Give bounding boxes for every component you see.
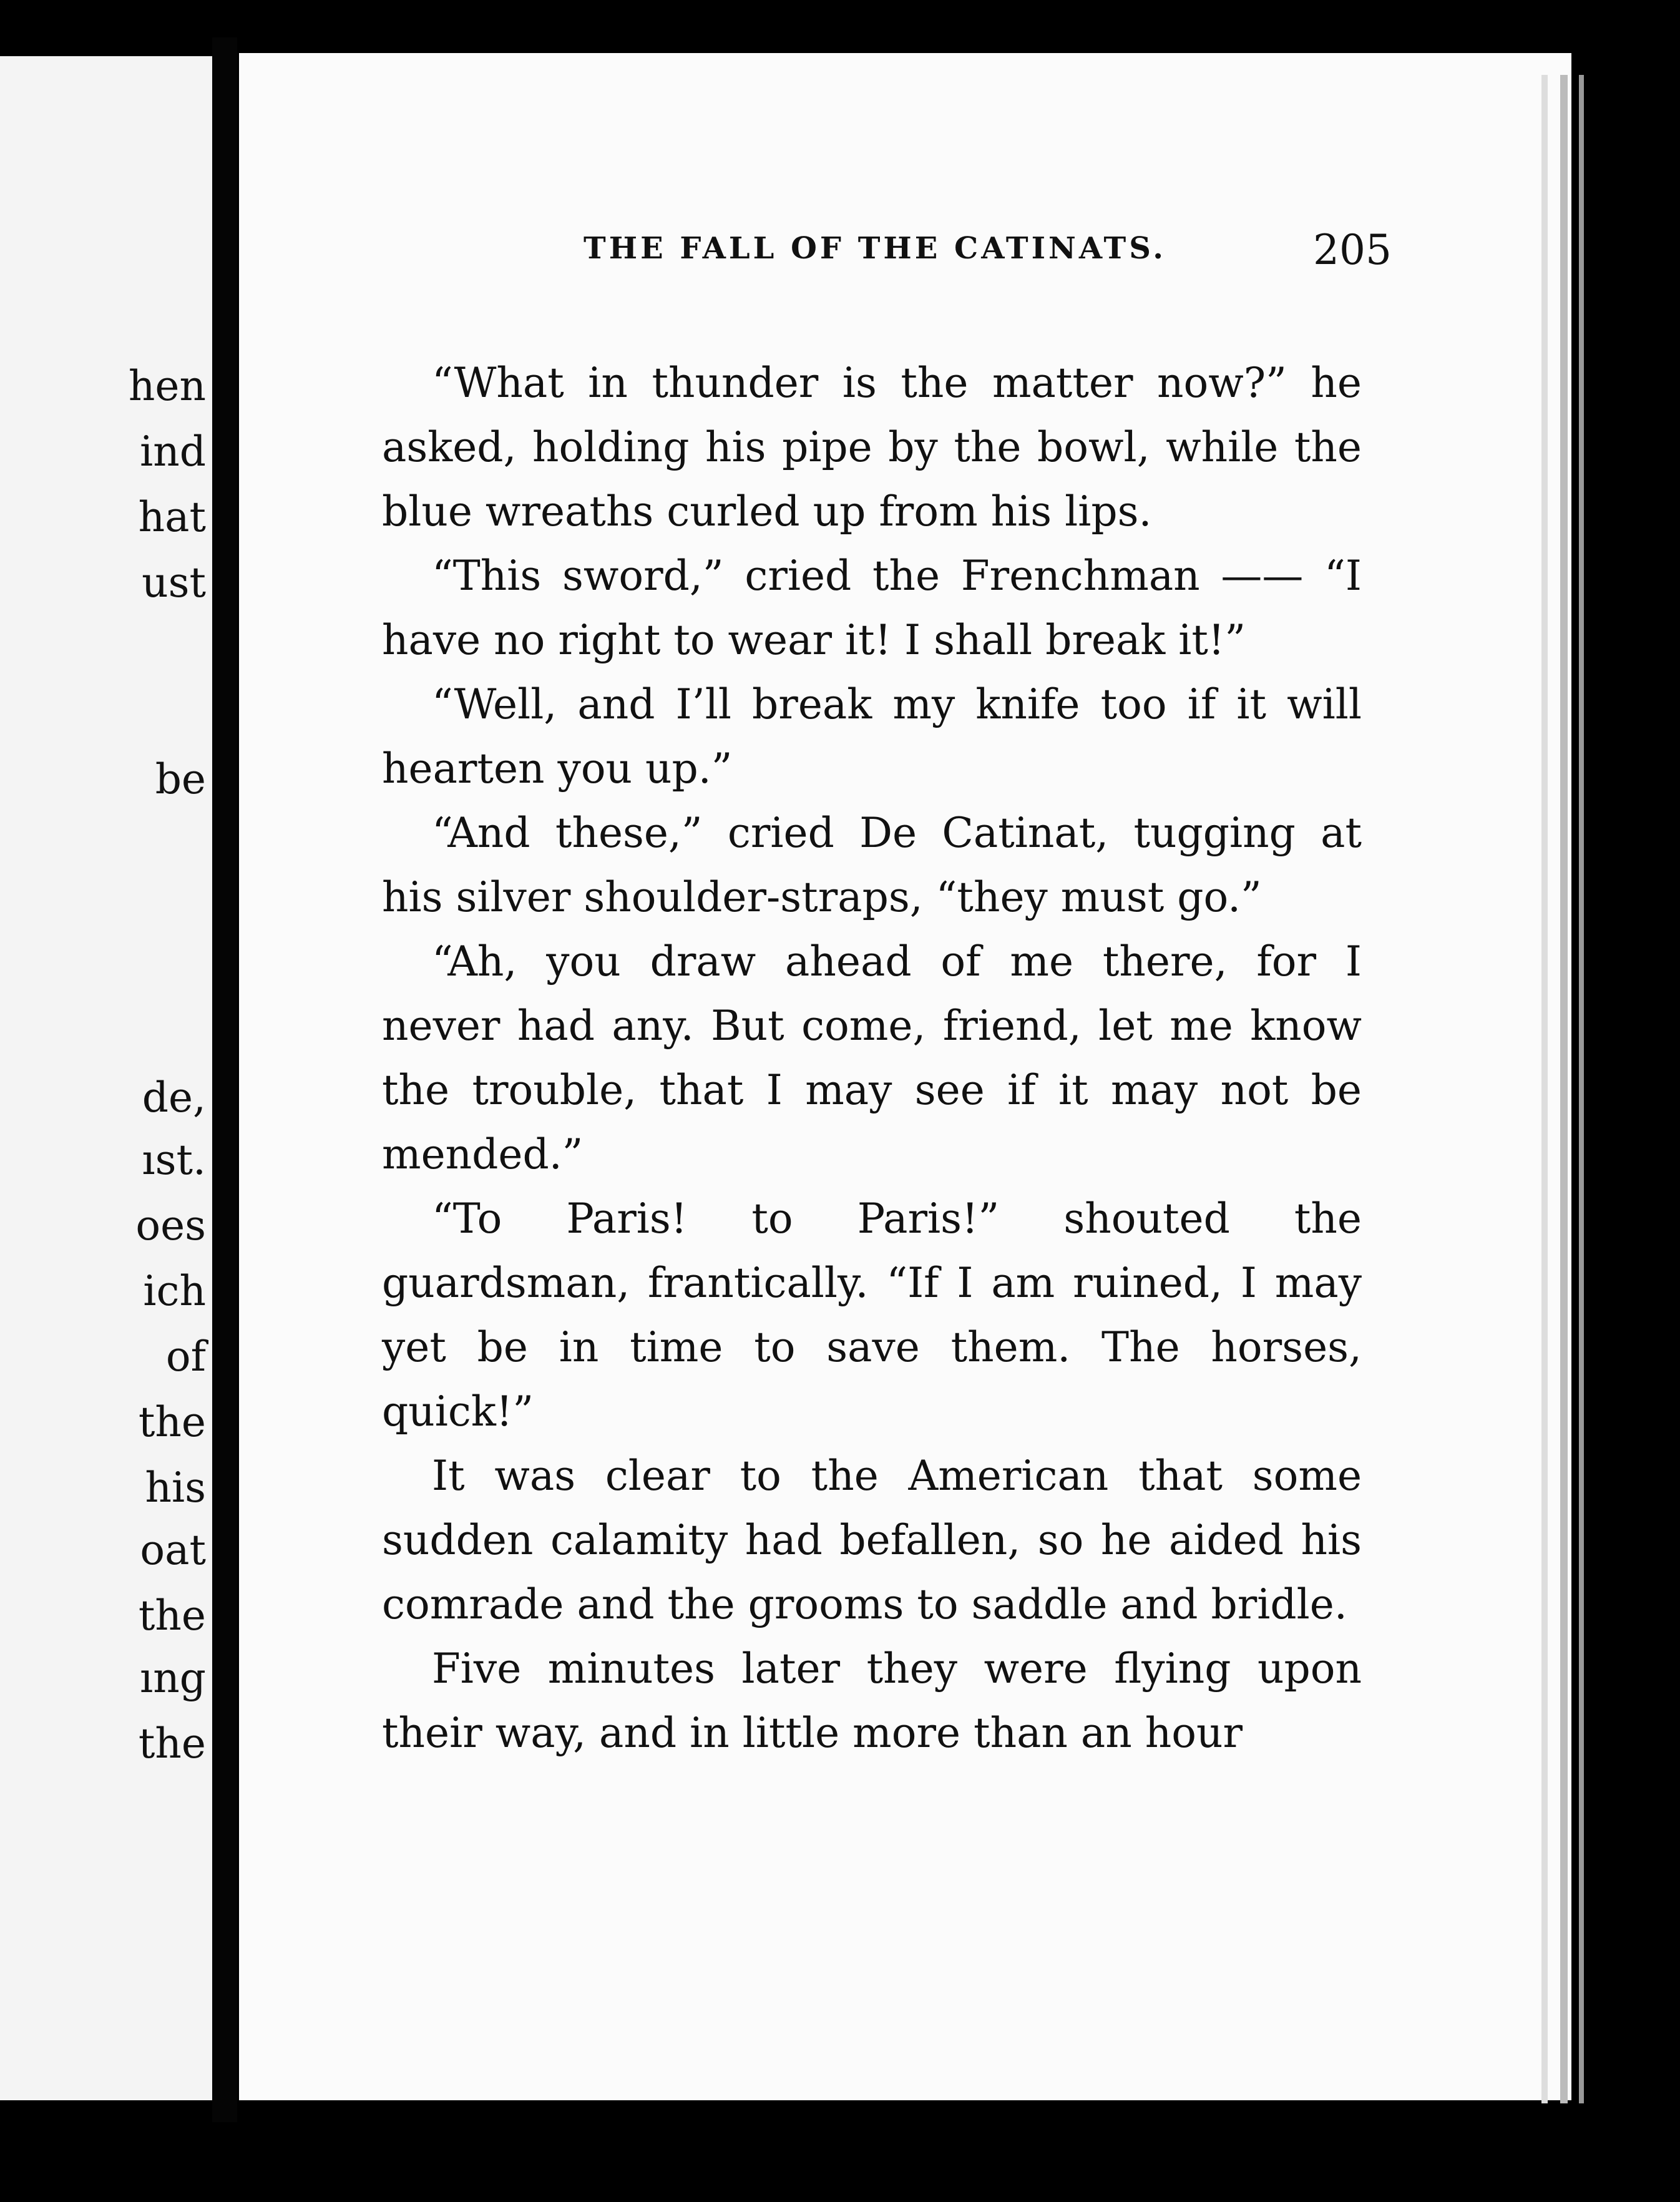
left-page-fragment: the	[138, 1720, 206, 1768]
page-edge	[1541, 75, 1548, 2103]
left-page-fragment: hat	[138, 493, 206, 541]
page-body	[382, 351, 1362, 1765]
page-header	[343, 226, 1410, 282]
paragraph: “Ah, you draw ahead of me there, for I never had any. But come, friend, let me know the trouble, that I may see if it may not be mended.”	[382, 937, 1362, 1178]
page-edge	[1579, 75, 1584, 2103]
left-page-fragment: of	[165, 1333, 206, 1381]
left-page-fragment: ıng	[140, 1654, 206, 1702]
paragraph: “To Paris! to Paris!” shouted the guardsman, frantically. “If I am ruined, I may yet be in time to save them. The horses, quick!”	[382, 1195, 1362, 1436]
paragraph: “What in thunder is the matter now?” he asked, holding his pipe by the bowl, while the blue wreaths curled up from his lips.	[382, 359, 1362, 536]
paragraph: It was clear to the American that some sudden calamity had befallen, so he aided his comrade and the grooms to saddle and bridle.	[382, 1452, 1362, 1628]
paragraph: Five minutes later they were flying upon their way, and in little more than an hour	[382, 1645, 1362, 1757]
paragraph: “This sword,” cried the Frenchman —— “I have no right to wear it! I shall break it!”	[382, 552, 1362, 664]
left-page-fragment: the	[138, 1592, 206, 1640]
left-page-fragment: ich	[143, 1267, 206, 1315]
left-page-fragment: ust	[142, 559, 206, 607]
left-facing-page	[0, 56, 212, 2100]
left-page-fragment: the	[138, 1398, 206, 1446]
left-page-fragment: oes	[135, 1201, 206, 1250]
left-page-fragment: ind	[140, 428, 206, 476]
left-page-fragment: be	[155, 755, 206, 803]
running-head: THE FALL OF THE CATINATS.	[584, 231, 1166, 266]
left-page-fragment: de,	[142, 1074, 206, 1122]
paragraph: “Well, and I’ll break my knife too if it will hearten you up.”	[382, 680, 1362, 793]
left-page-fragment: hen	[128, 362, 206, 410]
page-edge	[1560, 75, 1568, 2103]
page-number: 205	[1313, 226, 1392, 274]
left-page-fragment: his	[145, 1464, 206, 1512]
left-page-fragment: oat	[140, 1526, 206, 1574]
book-gutter	[212, 37, 237, 2122]
left-page-fragment: ıst.	[142, 1136, 206, 1184]
paragraph: “And these,” cried De Catinat, tugging at his silver shoulder-straps, “they must go.”	[382, 809, 1362, 921]
